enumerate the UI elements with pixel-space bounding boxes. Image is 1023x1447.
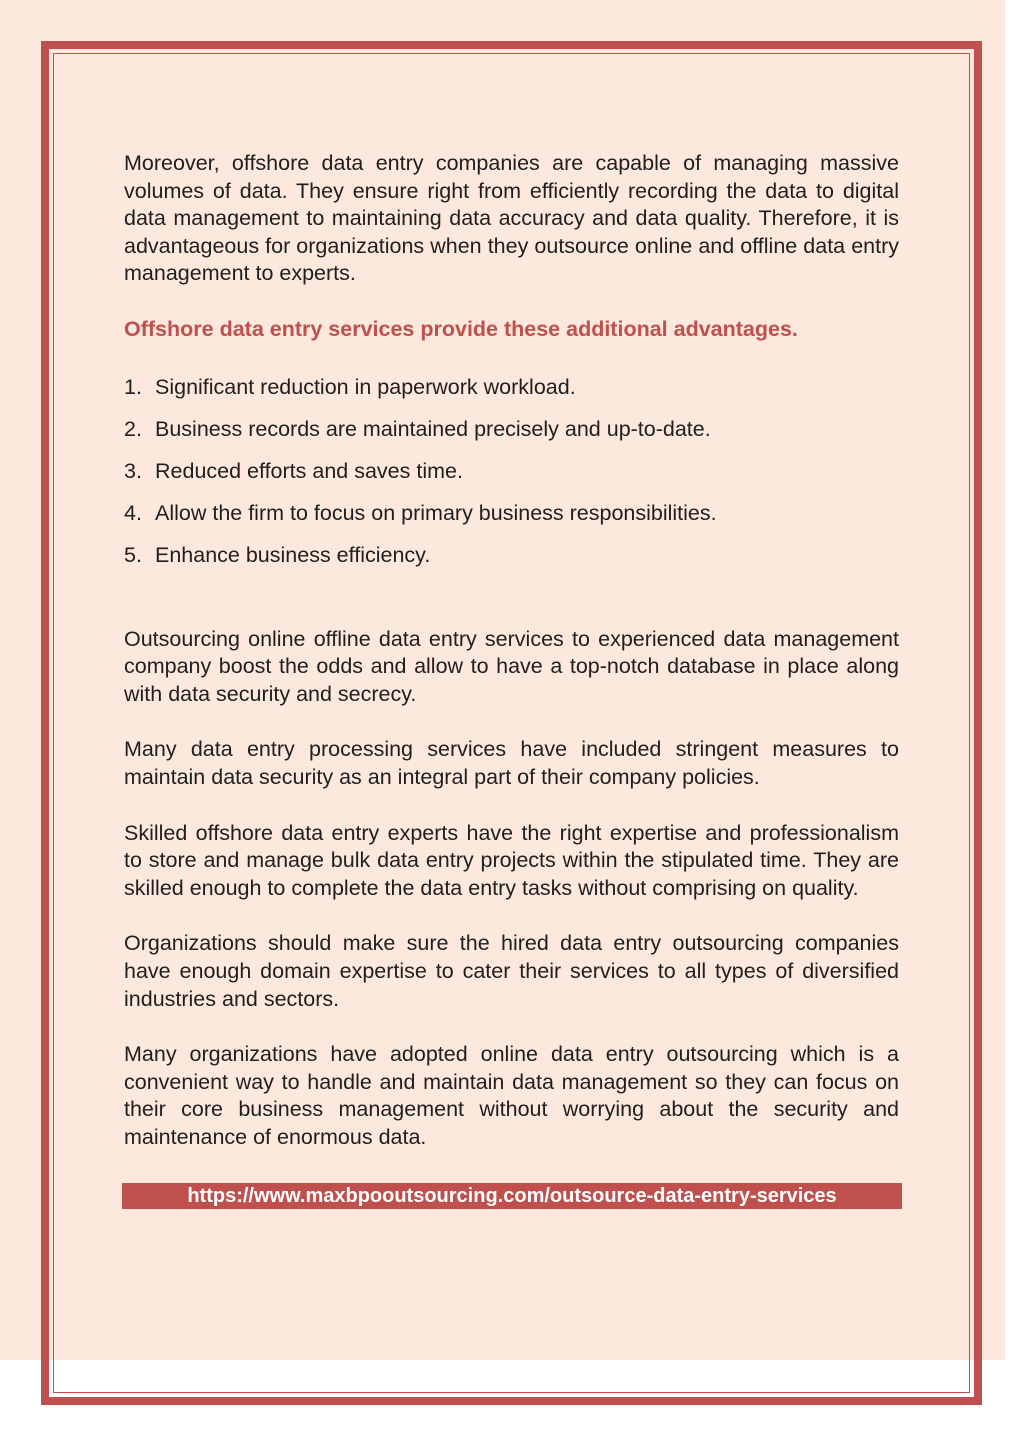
body-paragraph: Organizations should make sure the hired data entry outsourcing companies have enough domain expertise to cater their services to all types of diversified industries and sectors. — [124, 931, 899, 1011]
list-item-text: Enhance business efficiency. — [155, 542, 431, 567]
document-body — [124, 150, 899, 1179]
list-item — [124, 416, 899, 458]
advantages-heading: Offshore data entry services provide these additional advantages. — [124, 316, 798, 341]
list-item — [124, 374, 899, 416]
list-item — [124, 458, 899, 500]
list-item-number: 4. — [124, 500, 142, 525]
list-item-text: Business records are maintained precisely and up-to-date. — [155, 416, 711, 441]
advantages-list — [124, 374, 899, 584]
list-item-number: 5. — [124, 542, 142, 567]
list-item-text: Allow the firm to focus on primary business responsibilities. — [155, 500, 717, 525]
intro-paragraph: Moreover, offshore data entry companies are capable of managing massive volumes of data. They ensure right from efficiently recording the data to digital data management to maintaining data accuracy and data quality. Therefore, it is advantageous for organizations when they outsource online and offline data entry management to experts. — [124, 151, 899, 286]
list-item-text: Significant reduction in paperwork workload. — [155, 374, 576, 399]
list-item-number: 3. — [124, 458, 142, 483]
body-paragraph: Many data entry processing services have included stringent measures to maintain data security as an integral part of their company policies. — [124, 737, 899, 789]
body-paragraph: Skilled offshore data entry experts have the right expertise and professionalism to store and manage bulk data entry projects within the stipulated time. They are skilled enough to complete the data entry tasks without comprising on quality. — [124, 820, 899, 900]
body-paragraph: Outsourcing online offline data entry services to experienced data management company boost the odds and allow to have a top-notch database in place along with data security and secrecy. — [124, 626, 899, 706]
body-paragraph: Many organizations have adopted online data entry outsourcing which is a convenient way to handle and maintain data management so they can focus on their core business management without worrying about the security and maintenance of enormous data. — [124, 1042, 899, 1149]
list-item — [124, 500, 899, 542]
list-item-number: 1. — [124, 374, 142, 399]
list-item — [124, 542, 899, 584]
source-url-link[interactable]: https://www.maxbpooutsourcing.com/outsource-data-entry-services — [122, 1183, 902, 1209]
list-item-text: Reduced efforts and saves time. — [155, 458, 463, 483]
list-item-number: 2. — [124, 416, 142, 441]
